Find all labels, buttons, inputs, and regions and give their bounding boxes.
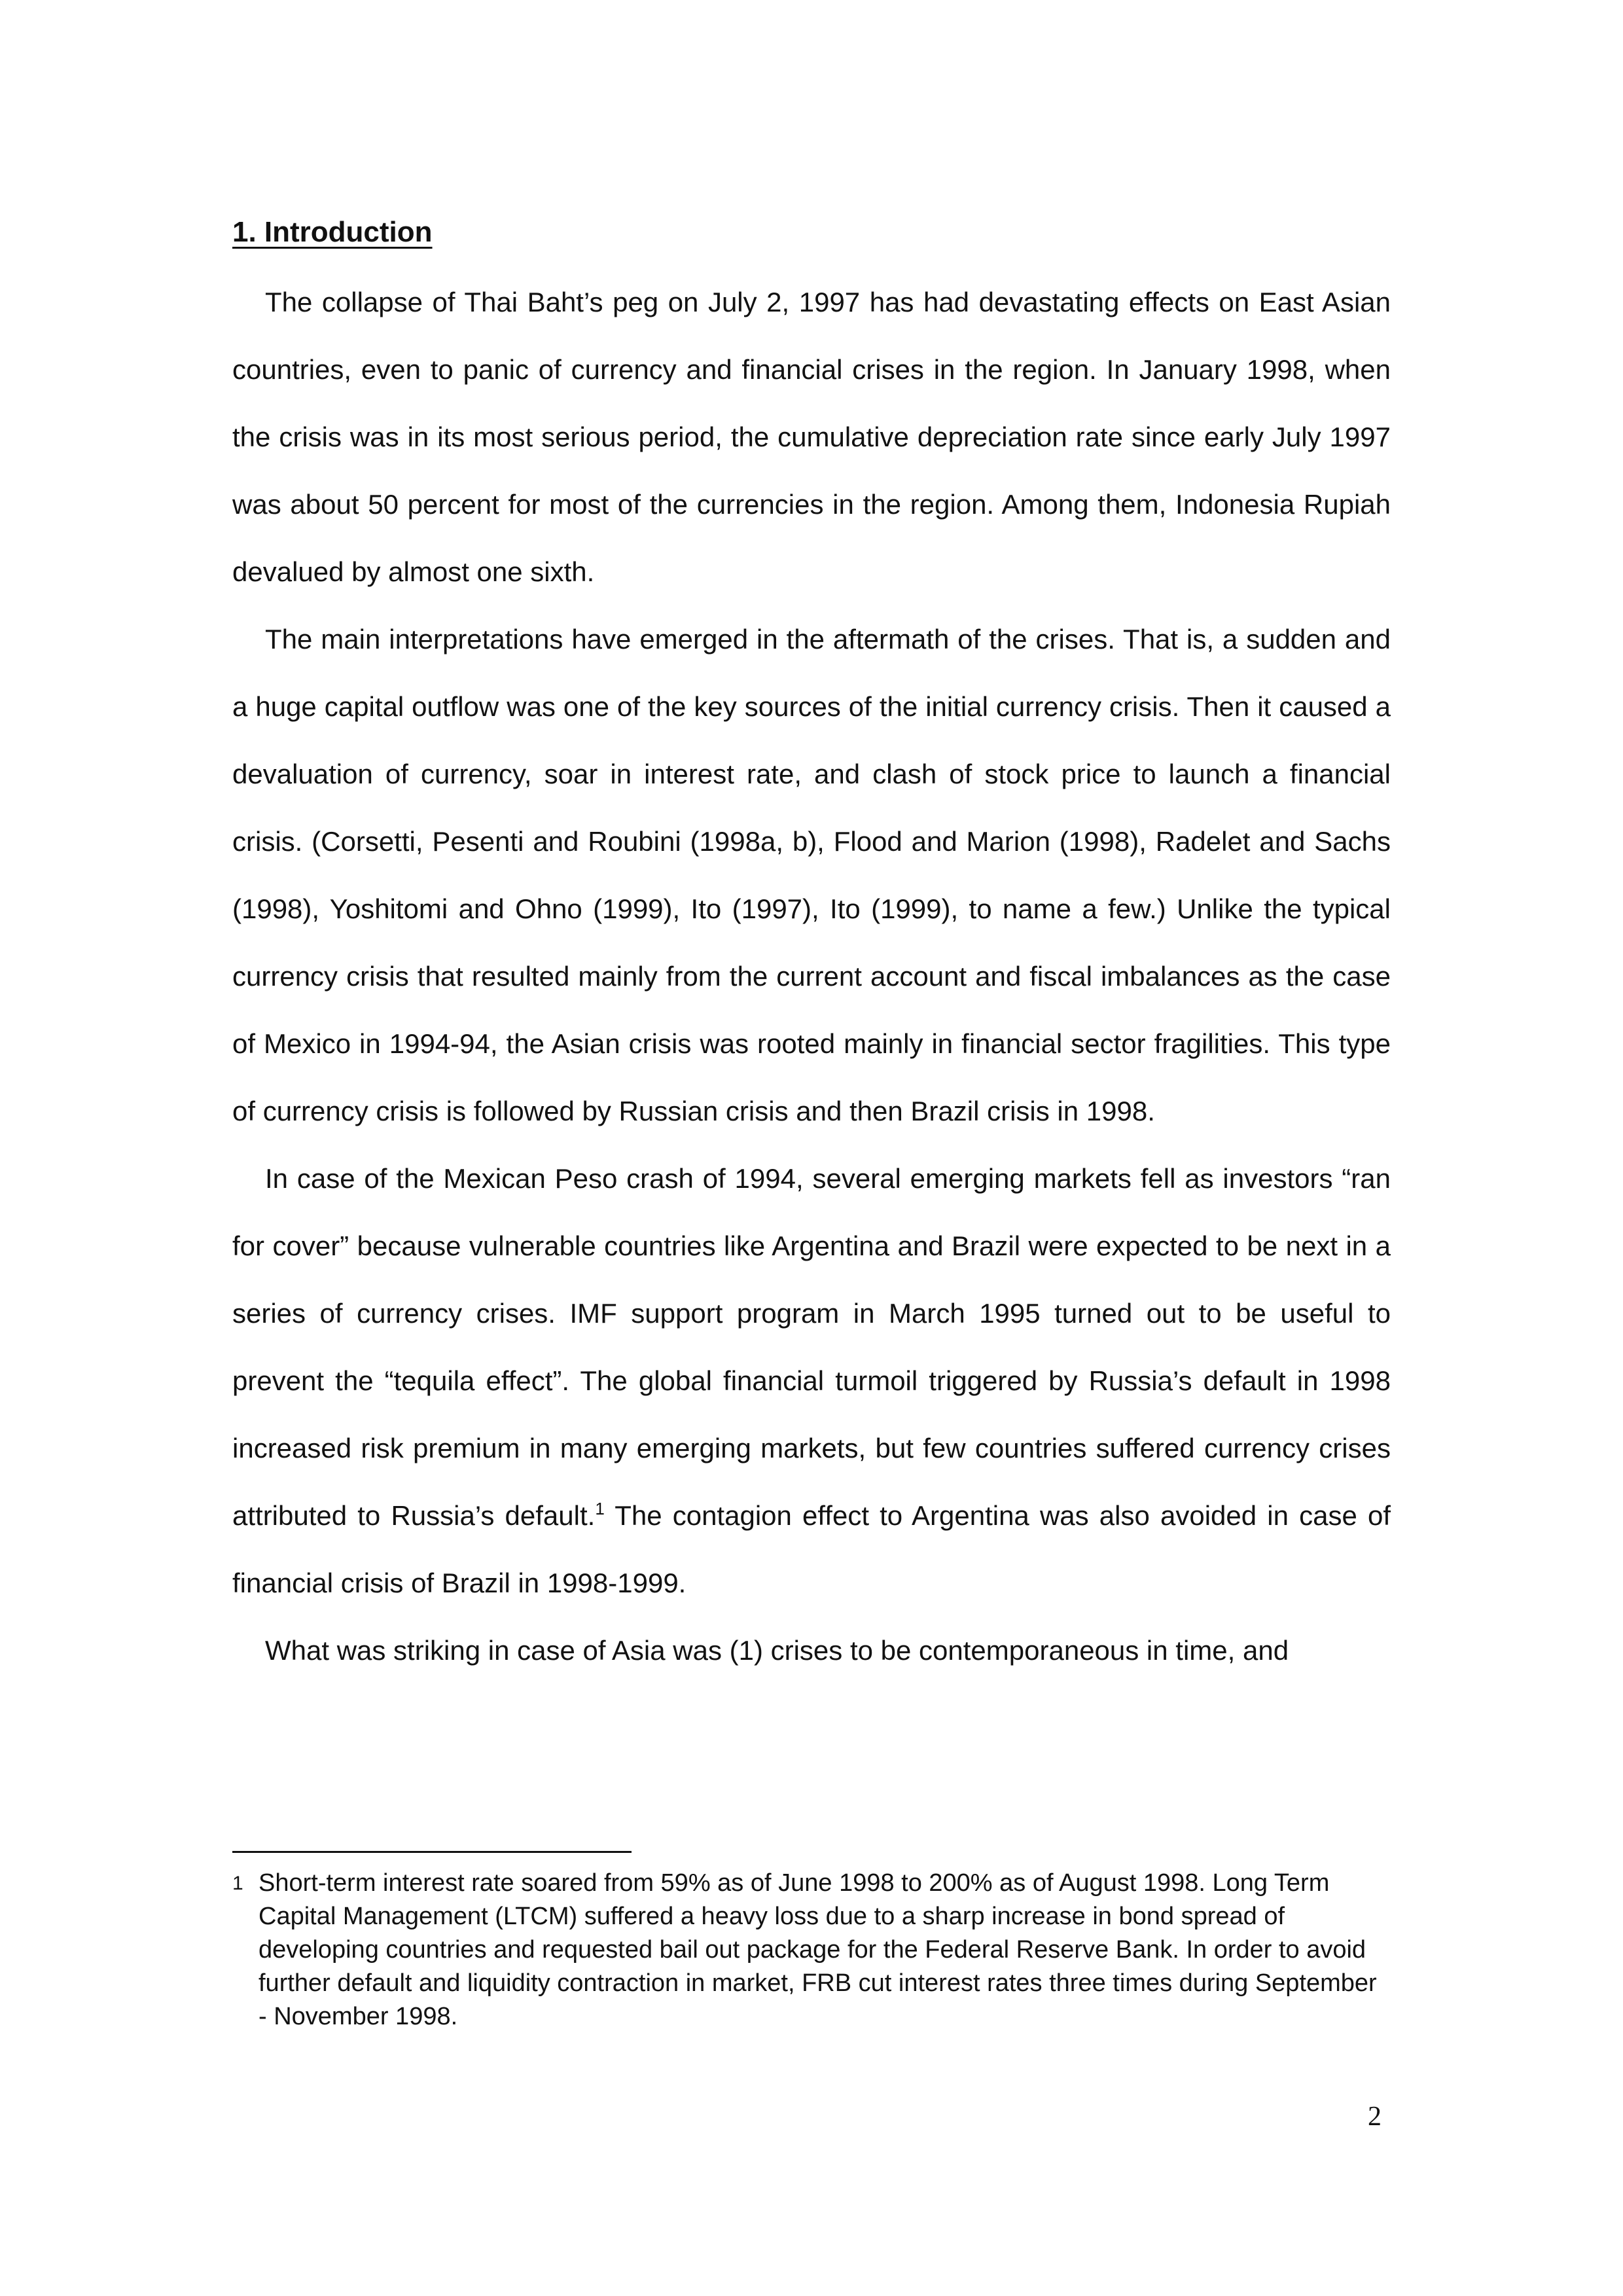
- footnote: [232, 1867, 1391, 2034]
- paragraph-3: [232, 1145, 1391, 1617]
- paragraph-1: The collapse of Thai Baht’s peg on July 2, 1997 has had devastating effects on East Asian countries, even to panic of currency and financial crises in the region. In January 1998, when the crisis was in its most serious period, the cumulative depreciation rate since early July 1997 was about 50 percent for most of the currencies in the region. Among them, Indonesia Rupiah devalued by almost one sixth.: [232, 287, 1391, 587]
- footnote-mark: 1: [232, 1873, 243, 1894]
- page-number: 2: [1368, 2102, 1382, 2132]
- footnote-text: Short-term interest rate soared from 59% as of June 1998 to 200% as of August 1998. Long Term Capital Management (LTCM) suffered a heavy loss due to a sharp increase in bond spread of developing countries and requested bail out package for the Federal Reserve Bank. In order to avoid further default and liquidity contraction in market, FRB cut interest rates three times during September - November 1998.: [259, 1869, 1377, 2030]
- paragraph-4: What was striking in case of Asia was (1) crises to be contemporaneous in time, and: [265, 1635, 1289, 1666]
- paragraph-3-text-b: The contagion effect to Argentina was also avoided in case of financial crisis of Brazil in 1998-1999.: [232, 1500, 1391, 1598]
- paragraph-3-text-a: In case of the Mexican Peso crash of 1994, several emerging markets fell as investors “ran for cover” because vulnerable countries like Argentina and Brazil were expected to be next in a series of currency crises. IMF support program in March 1995 turned out to be useful to prevent the “tequila effect”. The global financial turmoil triggered by Russia’s default in 1998 increased risk premium in many emerging markets, but few countries suffered currency crises attributed to Russia’s default.: [232, 1163, 1391, 1531]
- section-heading: 1. Introduction: [232, 216, 433, 248]
- paragraph-2: The main interpretations have emerged in the aftermath of the crises. That is, a sudden and a huge capital outflow was one of the key sources of the initial currency crisis. Then it caused a devaluation of currency, soar in interest rate, and clash of stock price to launch a financial crisis. (Corsetti, Pesenti and Roubini (1998a, b), Flood and Marion (1998), Radelet and Sachs (1998), Yoshitomi and Ohno (1999), Ito (1997), Ito (1999), to name a few.) Unlike the typical currency crisis that resulted mainly from the current account and fiscal imbalances as the case of Mexico in 1994-94, the Asian crisis was rooted mainly in financial sector fragilities. This type of currency crisis is followed by Russian crisis and then Brazil crisis in 1998.: [232, 624, 1391, 1126]
- footnote-divider: [232, 1851, 632, 1853]
- footnote-reference[interactable]: 1: [595, 1499, 605, 1518]
- body-text: [232, 268, 1391, 1684]
